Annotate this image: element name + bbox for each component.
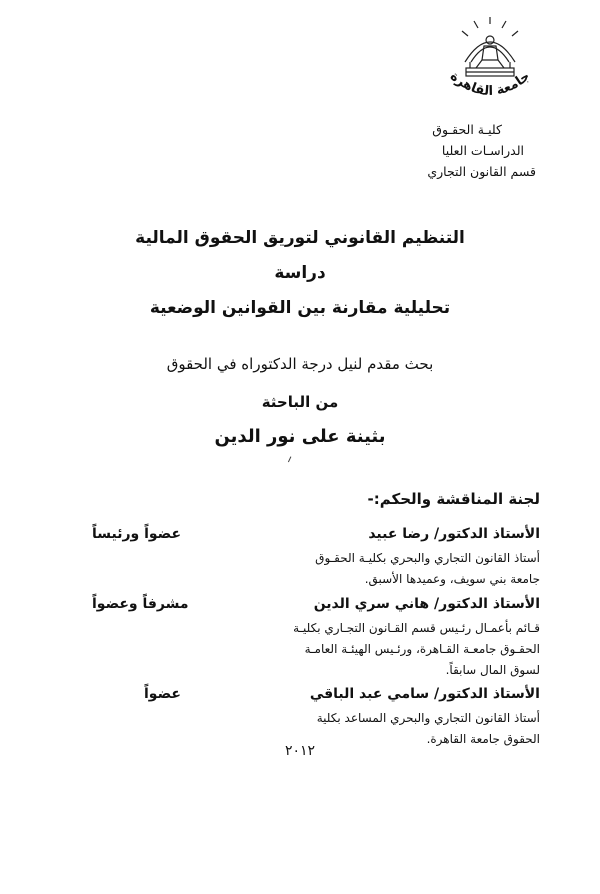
member-desc-line: أستاذ القانون التجاري والبحري المساعد بكلية [316, 711, 540, 725]
thesis-title-line2: دراسة [274, 263, 326, 283]
member-role: مشرفاً وعضواً [92, 596, 189, 612]
university-logo [440, 14, 540, 112]
thesis-title-line1: التنظيم القانوني لتوريق الحقوق المالية [135, 228, 465, 248]
member-desc-line: أستاذ القانون التجاري والبحري بكليـة الحقـوق [315, 551, 540, 565]
author-name: بثينة على نور الدين [214, 426, 386, 447]
postgrad-studies: الدراسـات العليا [441, 143, 524, 158]
member-desc-line: الحقوق جامعة القاهرة. [426, 732, 540, 746]
svg-text:جامعة القاهرة [447, 69, 533, 99]
committee-heading: لجنة المناقشة والحكم:- [367, 490, 540, 508]
stray-mark [288, 456, 294, 463]
member-desc-line: قـائم بأعمـال رئـيس قسم القـانون التجـاري بكليـة [293, 621, 540, 635]
researcher-label: من الباحثة [261, 393, 339, 411]
member-name: الأستاذ الدكتور/ هاني سري الدين [313, 596, 540, 612]
year: ٢٠١٢ [284, 743, 316, 759]
member-desc-line: لسوق المال سابقاً. [445, 663, 540, 677]
faculty-name: كليـة الحقـوق [432, 122, 502, 137]
thesis-purpose: بحث مقدم لنيل درجة الدكتوراه في الحقوق [166, 355, 434, 373]
member-name: الأستاذ الدكتور/ سامي عبد الباقي [309, 686, 540, 702]
thesis-title-line3: تحليلية مقارنة بين القوانين الوضعية [149, 298, 451, 318]
member-desc-line: الحقـوق جامعـة القـاهرة، ورئـيس الهيئـة العامـة [304, 642, 540, 656]
logo-text: جامعة القاهرة [446, 68, 534, 100]
member-desc-line: جامعة بني سويف، وعميدها الأسبق. [364, 572, 540, 586]
member-role: عضواً [144, 686, 181, 702]
member-role: عضواً ورئيساً [92, 526, 182, 542]
department-name: قسم القانون التجاري [427, 164, 536, 179]
member-name: الأستاذ الدكتور/ رضا عبيد [368, 526, 540, 542]
